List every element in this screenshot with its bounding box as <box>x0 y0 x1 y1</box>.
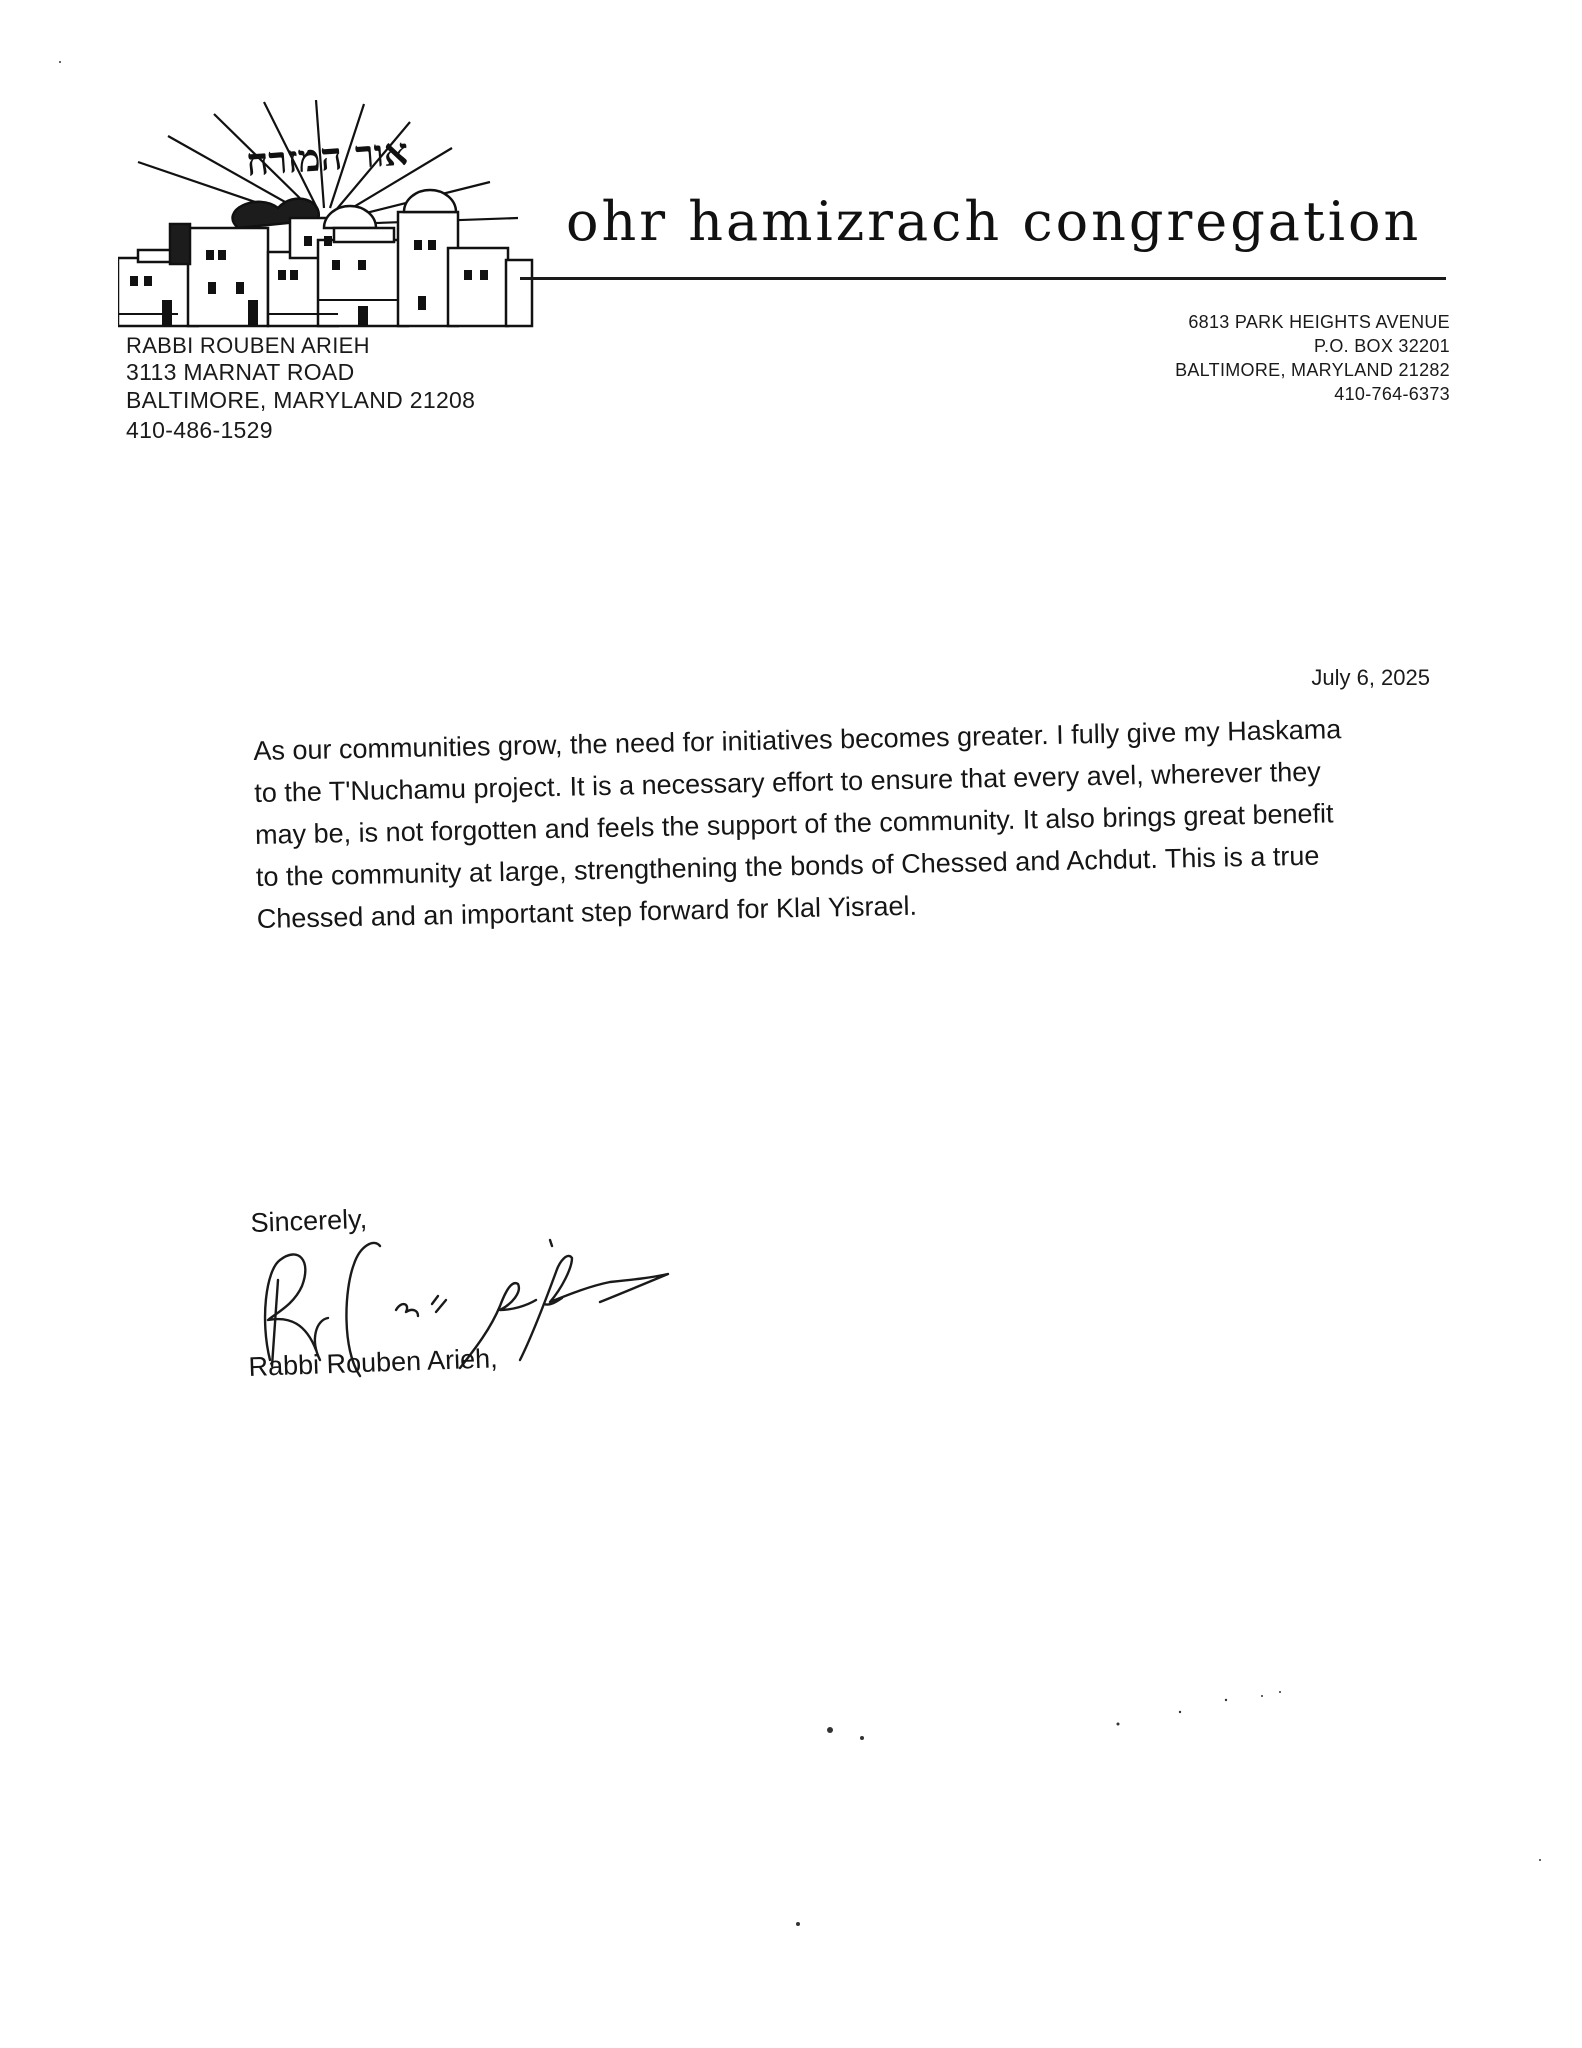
logo-hebrew-text: אור המזרח <box>244 128 410 185</box>
town-illustration <box>118 190 532 326</box>
letter-body <box>253 706 1467 940</box>
body-line: Chessed and an important step forward for Klal Yisrael. <box>256 890 918 934</box>
letter-date: July 6, 2025 <box>1311 665 1430 690</box>
congregation-street: 6813 PARK HEIGHTS AVENUE <box>1188 312 1450 332</box>
rabbi-city: BALTIMORE, MARYLAND 21208 <box>126 387 476 413</box>
congregation-po-box: P.O. BOX 32201 <box>1314 336 1450 356</box>
rabbi-phone: 410-486-1529 <box>126 417 273 443</box>
letter-closing: Sincerely, <box>250 1203 368 1238</box>
rabbi-street: 3113 MARNAT ROAD <box>126 359 355 385</box>
body-line: to the community at large, strengthening the bonds of Chessed and Achdut. This is a true <box>255 840 1320 892</box>
congregation-city: BALTIMORE, MARYLAND 21282 <box>1175 360 1450 380</box>
congregation-logo <box>118 100 538 332</box>
congregation-phone: 410-764-6373 <box>1334 384 1450 404</box>
body-line: to the T'Nuchamu project. It is a necessary effort to ensure that every avel, wherever they <box>253 756 1322 808</box>
rabbi-name: RABBI ROUBEN ARIEH <box>126 333 370 358</box>
body-line: may be, is not forgotten and feels the support of the community. It also brings great benefit <box>254 798 1334 850</box>
rabbi-address-block <box>126 333 546 443</box>
organization-name: ohr hamizrach congregation <box>566 190 1422 253</box>
body-line: As our communities grow, the need for initiatives becomes greater. I fully give my Haskama <box>253 714 1342 766</box>
letterhead-divider <box>520 277 1446 280</box>
congregation-address-block <box>1100 310 1450 406</box>
signatory-name: Rabbi Rouben Arieh, <box>248 1343 499 1382</box>
